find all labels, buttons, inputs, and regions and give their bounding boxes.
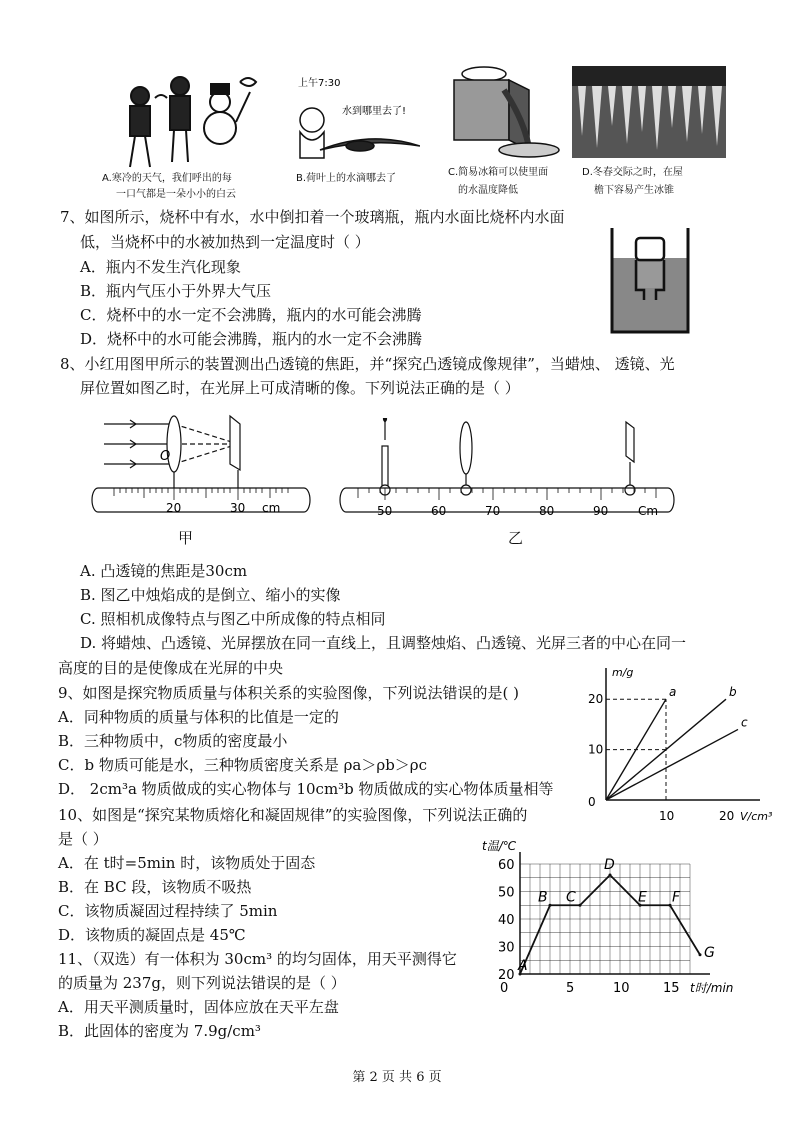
q9-option-d: D． 2cm³a 物质做成的实心物体与 10cm³b 物质做成的实心物体质量相等 xyxy=(58,780,554,798)
q9-option-a: A．同种物质的质量与体积的比值是一定的 xyxy=(58,708,339,726)
image-d-caption-l1: D.冬春交际之时，在屋 xyxy=(582,167,683,178)
q8-option-c: C. 照相机成像特点与图乙中所成像的特点相同 xyxy=(80,610,386,628)
point-label-G: G xyxy=(704,944,715,961)
point-label-B: B xyxy=(538,889,548,906)
image-d-icicles xyxy=(572,66,726,158)
q7-stem-l1: 7、如图所示，烧杯中有水，水中倒扣着一个玻璃瓶，瓶内水面比烧杯内水面 xyxy=(60,208,565,226)
q10-option-a: A．在 t时=5min 时，该物质处于固态 xyxy=(58,854,316,872)
beaker-bottle-diagram xyxy=(606,224,694,338)
x-tick-label: 0 xyxy=(588,795,596,809)
q9-stem: 9、如图是探究物质质量与体积关系的实验图像，下列说法错误的是( ) xyxy=(58,684,520,702)
temperature-time-chart-svg xyxy=(480,838,740,1000)
q9-mass-volume-chart xyxy=(578,662,774,824)
image-c-caption-l1: C.简易冰箱可以使里面 xyxy=(448,167,549,178)
y-axis-label: m/g xyxy=(612,666,634,679)
jia-ruler-ticks xyxy=(114,488,288,500)
jia-tick-unit: cm xyxy=(262,501,281,515)
q8-option-d: D. 将蜡烛、凸透镜、光屏摆放在同一直线上，且调整烛焰、凸透镜、光屏三者的中心在同一 xyxy=(80,634,687,652)
q7-option-b: B．瓶内气压小于外界大气压 xyxy=(80,282,272,300)
q8-figure-jia-label: 甲 xyxy=(178,529,194,547)
q8-figure-jia xyxy=(90,412,316,520)
y-tick-label: 20 xyxy=(588,692,604,707)
y-tick-label: 50 xyxy=(498,885,515,901)
people-snowman-illustration xyxy=(100,62,280,172)
point-C xyxy=(579,904,582,907)
point-label-C: C xyxy=(566,889,576,906)
series-label-a: a xyxy=(669,685,677,700)
q11-option-a: A．用天平测质量时，固体应放在天平左盘 xyxy=(58,998,339,1016)
q10-option-c: C．该物质凝固过程持续了 5min xyxy=(58,902,278,920)
point-label-F: F xyxy=(672,889,681,906)
point-D xyxy=(609,874,612,877)
image-a-caption-l1: A.寒冷的天气，我们呼出的每 xyxy=(102,173,232,184)
point-label-A: A xyxy=(518,958,528,974)
q8-option-d-l2: 高度的目的是使像成在光屏的中央 xyxy=(58,659,284,677)
q8-stem-l1: 8、小红用图甲所示的装置测出凸透镜的焦距，并“探究凸透镜成像规律”，当蜡烛、 透镜、光 xyxy=(60,355,675,373)
q10-stem-l1: 10、如图是“探究某物质熔化和凝固规律”的实验图像，下列说法正确的 xyxy=(58,806,528,824)
image-c-simple-fridge xyxy=(444,60,564,160)
x-tick-label: 10 xyxy=(613,981,630,996)
jia-o-label: O xyxy=(160,449,171,464)
yi-tick-80: 80 xyxy=(539,504,555,518)
image-d-caption-l2: 檐下容易产生冰锥 xyxy=(594,185,674,196)
yi-tick-unit: Cm xyxy=(638,504,659,518)
q8-figure-yi-label: 乙 xyxy=(508,529,524,547)
image-b-caption: B.荷叶上的水滴哪去了 xyxy=(296,173,397,184)
yi-tick-60: 60 xyxy=(431,504,447,518)
optical-bench-setup xyxy=(338,418,680,522)
y-tick-label: 10 xyxy=(588,742,604,757)
fridge-illustration xyxy=(444,60,564,160)
q7-beaker-figure xyxy=(606,224,694,338)
image-b-lotus-leaf xyxy=(290,70,420,165)
x-axis-label: V/cm³ xyxy=(740,810,773,823)
icicles-photo xyxy=(572,66,726,158)
yi-tick-90: 90 xyxy=(593,504,609,518)
point-B xyxy=(549,904,552,907)
x-axis-label: t时/min xyxy=(690,981,734,995)
y-axis-label: t温/℃ xyxy=(482,839,517,853)
y-tick-label: 40 xyxy=(498,913,515,928)
image-a-caption-l2: 一口气都是一朵小小的白云 xyxy=(116,189,236,200)
q7-stem-l2: 低，当烧杯中的水被加热到一定温度时（ ） xyxy=(80,233,370,251)
q11-stem-l1: 11、（双选）有一体积为 30cm³ 的均匀固体，用天平测得它 xyxy=(58,950,457,968)
series-line-c xyxy=(606,729,738,800)
y-tick-label: 20 xyxy=(498,968,515,983)
jia-tick-30: 30 xyxy=(230,501,246,515)
q11-option-b: B．此固体的密度为 7.9g/cm³ xyxy=(58,1022,261,1040)
q10-temperature-time-chart xyxy=(480,838,740,1000)
q7-option-d: D．烧杯中的水可能会沸腾，瓶内的水一定不会沸腾 xyxy=(80,330,423,348)
q10-stem-l2: 是（ ） xyxy=(58,830,108,848)
q11-stem-l2: 的质量为 237g，则下列说法错误的是（ ） xyxy=(58,974,346,992)
q8-stem-l2: 屏位置如图乙时，在光屏上可成清晰的像。下列说法正确的是（ ） xyxy=(80,379,520,397)
q8-option-b: B. 图乙中烛焰成的是倒立、缩小的实像 xyxy=(80,586,341,604)
image-b-speech: 水到哪里去了! xyxy=(342,106,407,117)
x-tick-label: 0 xyxy=(500,981,509,996)
q10-option-d: D．该物质的凝固点是 45℃ xyxy=(58,926,246,944)
point-label-D: D xyxy=(604,857,615,873)
x-tick-label: 10 xyxy=(659,809,675,823)
x-tick-label: 20 xyxy=(719,809,735,823)
yi-ruler-ticks xyxy=(358,488,656,500)
image-b-time: 上午7:30 xyxy=(298,78,341,89)
x-tick-label: 15 xyxy=(663,981,680,996)
y-tick-label: 30 xyxy=(498,940,515,956)
point-label-E: E xyxy=(638,889,647,906)
x-tick-label: 5 xyxy=(566,981,575,996)
q9-option-c: C．b 物质可能是水，三种物质密度关系是 ρa＞ρb＞ρc xyxy=(58,756,428,774)
image-c-caption-l2: 的水温度降低 xyxy=(458,185,518,196)
focal-length-setup xyxy=(90,412,316,520)
q9-option-b: B．三种物质中，c物质的密度最小 xyxy=(58,732,288,750)
q7-option-a: A．瓶内不发生汽化现象 xyxy=(80,258,241,276)
point-G xyxy=(699,953,702,956)
jia-tick-20: 20 xyxy=(166,501,182,515)
series-label-b: b xyxy=(729,685,737,700)
q8-option-a: A. 凸透镜的焦距是30cm xyxy=(80,562,248,580)
y-tick-label: 60 xyxy=(498,858,515,873)
q8-figure-yi xyxy=(338,418,680,522)
yi-tick-70: 70 xyxy=(485,504,501,518)
series-label-c: c xyxy=(741,715,748,730)
q7-option-c: C．烧杯中的水一定不会沸腾，瓶内的水可能会沸腾 xyxy=(80,306,422,324)
q10-option-b: B．在 BC 段，该物质不吸热 xyxy=(58,878,252,896)
page-footer: 第 2 页 共 6 页 xyxy=(352,1070,442,1085)
yi-tick-50: 50 xyxy=(377,504,393,518)
child-lotus-illustration xyxy=(290,70,420,165)
image-a-winter-breath xyxy=(100,62,280,172)
mass-volume-chart-svg xyxy=(578,662,774,824)
